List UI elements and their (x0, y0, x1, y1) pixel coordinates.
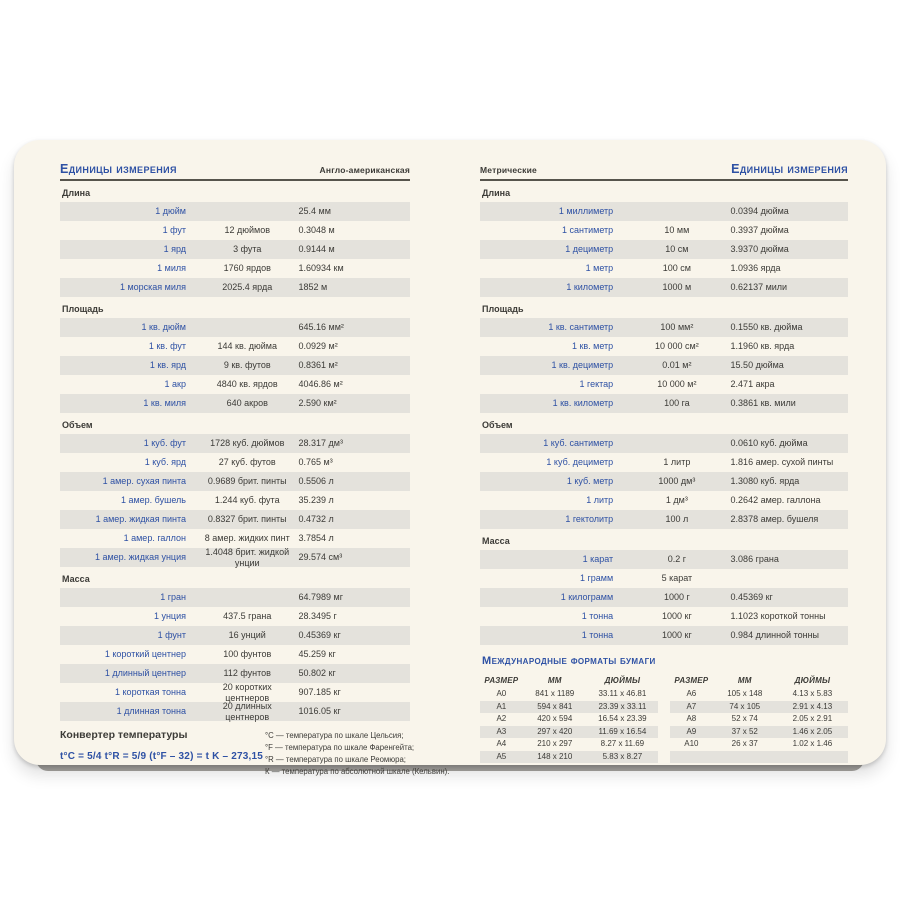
value-cell: 3.7854 л (298, 533, 334, 543)
table-row (60, 202, 410, 221)
unit-cell: 1 кв. километр (552, 398, 614, 408)
value-cell: 50.802 кг (298, 668, 336, 678)
equivalent-cell: 1 литр (663, 457, 691, 467)
equivalent-cell: 1728 куб. дюймов (210, 438, 285, 448)
paper-table-row (670, 726, 848, 739)
value-cell: 0.8361 м² (298, 360, 338, 370)
paper-table-row (670, 738, 848, 751)
unit-cell: 1 кв. миля (143, 398, 186, 408)
value-cell: 1.0936 ярда (730, 263, 781, 273)
equivalent-cell: 1760 ярдов (223, 263, 271, 273)
section-label: Площадь (62, 304, 104, 314)
unit-cell: 1 миля (157, 263, 186, 273)
paper-size-cell: A7 (686, 701, 697, 711)
value-cell: 1852 м (298, 282, 328, 292)
unit-cell: 1 дециметр (565, 244, 614, 254)
equivalent-cell: 0.9689 брит. пинты (207, 476, 287, 486)
equivalent-cell: 100 см (662, 263, 691, 273)
unit-cell: 1 миллиметр (558, 206, 614, 216)
table-row (60, 221, 410, 240)
value-cell: 0.62137 мили (730, 282, 788, 292)
equivalent-cell: 1 дм³ (665, 495, 688, 505)
page-title: Единицы измерения (731, 162, 848, 176)
section-label: Площадь (482, 304, 524, 314)
value-cell: 0.5506 л (298, 476, 334, 486)
table-row (60, 548, 410, 567)
value-cell: 0.0929 м² (298, 341, 338, 351)
value-cell: 0.765 м³ (298, 457, 333, 467)
equivalent-cell: 1000 дм³ (658, 476, 696, 486)
paper-table-row (670, 713, 848, 726)
column-header-size: РАЗМЕР (484, 676, 519, 685)
unit-cell: 1 куб. метр (566, 476, 614, 486)
paper-mm-cell: 37 x 52 (731, 726, 758, 736)
unit-section (60, 188, 410, 297)
table-row (480, 318, 848, 337)
unit-cell: 1 куб. ярд (144, 457, 186, 467)
value-cell: 0.4732 л (298, 514, 334, 524)
unit-section (480, 188, 848, 297)
left-unit-tables (60, 188, 410, 721)
paper-inches-cell: 2.91 x 4.13 (792, 701, 833, 711)
unit-cell: 1 длинная тонна (116, 706, 186, 716)
paper-table-row (480, 688, 658, 701)
unit-cell: 1 короткая тонна (115, 687, 186, 697)
paper-mm-cell: 148 x 210 (537, 751, 573, 761)
equivalent-cell: 100 мм² (660, 322, 694, 332)
table-row (480, 240, 848, 259)
equivalent-cell: 100 л (665, 514, 689, 524)
table-row (480, 626, 848, 645)
unit-cell: 1 гектар (579, 379, 614, 389)
value-cell: 0.3048 м (298, 225, 335, 235)
value-cell: 0.45369 кг (730, 592, 773, 602)
column-header-size: РАЗМЕР (674, 676, 709, 685)
notebook-page-spread (14, 140, 886, 776)
column-header-inches: ДЮЙМЫ (794, 676, 831, 685)
value-cell: 1.3080 куб. ярда (730, 476, 800, 486)
value-cell: 28.3495 г (298, 611, 337, 621)
paper-mm-cell: 105 x 148 (727, 689, 763, 699)
paper-formats-table-a6-a10 (670, 674, 848, 763)
equivalent-cell: 20 длинных центнеров (222, 700, 272, 722)
paper-table-row (480, 713, 658, 726)
unit-cell: 1 километр (566, 282, 614, 292)
temperature-formula: t°C = 5/4 t°R = 5/9 (t°F – 32) = t K – 273,15 (60, 751, 264, 762)
unit-cell: 1 амер. галлон (123, 533, 186, 543)
unit-cell: 1 кв. дециметр (551, 360, 614, 370)
table-row (480, 356, 848, 375)
value-cell: 0.984 длинной тонны (730, 630, 820, 640)
paper-table-row (670, 688, 848, 701)
paper-inches-cell: 1.46 x 2.05 (792, 726, 833, 736)
paper-size-cell: A10 (684, 739, 699, 749)
temperature-scale-notes (265, 729, 449, 778)
section-label: Объем (482, 420, 513, 430)
table-row (60, 318, 410, 337)
value-cell: 2.471 акра (730, 379, 775, 389)
unit-cell: 1 карат (582, 554, 614, 564)
paper-table-body (670, 688, 848, 763)
value-cell: 0.3937 дюйма (730, 225, 789, 235)
paper-inches-cell: 1.02 x 1.46 (792, 739, 833, 749)
paper-inches-cell: 11.69 x 16.54 (598, 726, 647, 736)
table-row (60, 607, 410, 626)
paper-inches-cell: 16.54 x 23.39 (598, 714, 647, 724)
temperature-scale-note: К — температура по абсолютной шкале (Кельвин). (265, 767, 450, 776)
page-content (14, 140, 886, 776)
equivalent-cell: 10 000 см² (655, 341, 699, 351)
value-cell: 1016.05 кг (298, 706, 341, 716)
section-label: Масса (62, 574, 90, 584)
table-row (480, 337, 848, 356)
unit-cell: 1 амер. жидкая пинта (95, 514, 186, 524)
table-row (480, 607, 848, 626)
table-row (60, 529, 410, 548)
equivalent-cell: 1.244 куб. фута (214, 495, 280, 505)
unit-section (60, 420, 410, 567)
value-cell: 28.317 дм³ (298, 438, 343, 448)
table-row (480, 472, 848, 491)
temperature-scale-note: °R — температура по шкале Реомюра; (265, 755, 406, 764)
unit-cell: 1 кв. фут (148, 341, 186, 351)
equivalent-cell: 144 кв. дюйма (217, 341, 277, 351)
temperature-scale-note: °F — температура по шкале Фаренгейта; (265, 743, 415, 752)
table-row (60, 588, 410, 607)
right-unit-tables (480, 188, 848, 645)
value-cell: 4046.86 м² (298, 379, 343, 389)
unit-cell: 1 куб. дециметр (546, 457, 614, 467)
equivalent-cell: 100 га (664, 398, 690, 408)
table-row (480, 550, 848, 569)
unit-cell: 1 килограмм (560, 592, 614, 602)
unit-section (480, 420, 848, 529)
paper-mm-cell: 297 x 420 (537, 726, 573, 736)
page-title: Единицы измерения (60, 162, 177, 176)
value-cell: 64.7989 мг (298, 592, 344, 602)
equivalent-cell: 100 фунтов (223, 649, 272, 659)
value-cell: 0.1550 кв. дюйма (730, 322, 803, 332)
value-cell: 0.3861 кв. мили (730, 398, 796, 408)
value-cell: 0.45369 кг (298, 630, 341, 640)
paper-size-cell: A2 (496, 714, 507, 724)
table-row (480, 259, 848, 278)
paper-size-cell: A6 (686, 689, 697, 699)
value-cell: 15.50 дюйма (730, 360, 784, 370)
equivalent-cell: 112 фунтов (223, 668, 271, 678)
equivalent-cell: 0.8327 брит. пинты (207, 514, 287, 524)
equivalent-cell: 9 кв. футов (223, 360, 271, 370)
unit-cell: 1 метр (585, 263, 614, 273)
temperature-converter-main (60, 729, 265, 778)
equivalent-cell: 437.5 грана (223, 611, 272, 621)
paper-table-row (480, 738, 658, 751)
paper-mm-cell: 594 x 841 (537, 701, 573, 711)
equivalent-cell: 10 см (665, 244, 689, 254)
unit-cell: 1 кв. дюйм (141, 322, 186, 332)
paper-table-row (670, 701, 848, 714)
table-row (480, 510, 848, 529)
equivalent-cell: 12 дюймов (224, 225, 270, 235)
value-cell: 0.9144 м (298, 244, 335, 254)
equivalent-cell: 2025.4 ярда (222, 282, 273, 292)
paper-mm-cell: 210 x 297 (537, 739, 573, 749)
equivalent-cell: 27 куб. футов (218, 457, 276, 467)
unit-cell: 1 куб. сантиметр (543, 438, 614, 448)
table-row (480, 588, 848, 607)
equivalent-cell: 1000 г (663, 592, 690, 602)
table-row (60, 510, 410, 529)
paper-table-row (480, 726, 658, 739)
paper-inches-cell: 5.83 x 8.27 (602, 751, 643, 761)
value-cell: 35.239 л (298, 495, 334, 505)
value-cell: 1.1023 короткой тонны (730, 611, 826, 621)
equivalent-cell: 640 акров (226, 398, 268, 408)
paper-inches-cell: 2.05 x 2.91 (792, 714, 833, 724)
page-subtitle: Метрические (480, 165, 537, 175)
unit-cell: 1 литр (586, 495, 614, 505)
paper-inches-cell: 8.27 x 11.69 (600, 739, 645, 749)
unit-cell: 1 короткий центнер (104, 649, 186, 659)
paper-formats-title: Международные форматы бумаги (482, 655, 656, 667)
equivalent-cell: 20 коротких центнеров (222, 681, 272, 703)
equivalent-cell: 16 унций (228, 630, 266, 640)
right-page-header (480, 158, 848, 181)
value-cell: 3.9370 дюйма (730, 244, 789, 254)
unit-cell: 1 амер. жидкая унция (94, 552, 186, 562)
table-row (60, 472, 410, 491)
value-cell: 29.574 см³ (298, 552, 343, 562)
table-row (60, 240, 410, 259)
unit-section (480, 304, 848, 413)
equivalent-cell: 8 амер. жидких пинт (204, 533, 290, 543)
value-cell: 2.8378 амер. бушеля (730, 514, 819, 524)
unit-cell: 1 кв. сантиметр (548, 322, 614, 332)
value-cell: 0.0610 куб. дюйма (730, 438, 808, 448)
table-row (60, 626, 410, 645)
equivalent-cell: 10 мм (664, 225, 690, 235)
table-row (60, 259, 410, 278)
table-row (60, 664, 410, 683)
paper-table-row (670, 751, 848, 764)
equivalent-cell: 4840 кв. ярдов (216, 379, 278, 389)
unit-cell: 1 ярд (163, 244, 186, 254)
paper-size-cell: A4 (496, 739, 507, 749)
paper-table-row (480, 751, 658, 764)
equivalent-cell: 10 000 м² (657, 379, 697, 389)
table-row (60, 394, 410, 413)
equivalent-cell: 0.2 г (667, 554, 687, 564)
table-row (60, 453, 410, 472)
table-row (480, 434, 848, 453)
unit-cell: 1 унция (153, 611, 186, 621)
paper-size-cell: A9 (686, 726, 697, 736)
paper-mm-cell: 26 x 37 (731, 739, 758, 749)
table-row (480, 569, 848, 588)
temperature-scale-note: °C — температура по шкале Цельсия; (265, 731, 404, 740)
equivalent-cell: 0.01 м² (662, 360, 692, 370)
table-row (480, 278, 848, 297)
paper-table-header-row (480, 674, 658, 688)
equivalent-cell: 3 фута (233, 244, 262, 254)
value-cell: 0.0394 дюйма (730, 206, 789, 216)
paper-inches-cell: 4.13 x 5.83 (792, 689, 833, 699)
unit-cell: 1 тонна (581, 611, 614, 621)
value-cell: 1.1960 кв. ярда (730, 341, 795, 351)
right-page (480, 158, 848, 765)
unit-cell: 1 морская миля (119, 282, 186, 292)
unit-cell: 1 фунт (157, 630, 186, 640)
paper-size-cell: A8 (686, 714, 697, 724)
unit-cell: 1 длинный центнер (104, 668, 186, 678)
unit-cell: 1 гран (160, 592, 186, 602)
column-header-mm: ММ (737, 676, 752, 685)
table-row (60, 337, 410, 356)
paper-size-cell: A1 (496, 701, 507, 711)
page-subtitle: Англо-американская (319, 165, 410, 175)
value-cell: 45.259 кг (298, 649, 336, 659)
table-row (60, 278, 410, 297)
paper-inches-cell: 33.11 x 46.81 (598, 689, 647, 699)
temperature-converter-title: Конвертер температуры (60, 729, 188, 741)
table-row (60, 375, 410, 394)
paper-table-row (480, 701, 658, 714)
table-row (60, 702, 410, 721)
unit-cell: 1 куб. фут (143, 438, 186, 448)
left-page (60, 158, 450, 776)
unit-cell: 1 кв. ярд (149, 360, 186, 370)
unit-cell: 1 акр (164, 379, 186, 389)
column-header-inches: ДЮЙМЫ (604, 676, 641, 685)
paper-mm-cell: 52 x 74 (731, 714, 758, 724)
paper-mm-cell: 841 x 1189 (535, 689, 575, 699)
column-header-mm: ММ (547, 676, 562, 685)
unit-cell: 1 грамм (580, 573, 614, 583)
section-label: Масса (482, 536, 510, 546)
equivalent-cell: 1000 кг (661, 630, 692, 640)
equivalent-cell: 5 карат (661, 573, 693, 583)
unit-cell: 1 дюйм (155, 206, 186, 216)
table-row (480, 202, 848, 221)
equivalent-cell: 1000 кг (661, 611, 692, 621)
value-cell: 2.590 км² (298, 398, 337, 408)
paper-size-cell: A5 (496, 751, 507, 761)
table-row (480, 375, 848, 394)
paper-size-cell: A3 (496, 726, 507, 736)
unit-cell: 1 фут (162, 225, 186, 235)
table-row (60, 491, 410, 510)
table-row (60, 645, 410, 664)
section-label: Объем (62, 420, 93, 430)
value-cell: 645.16 мм² (298, 322, 344, 332)
unit-section (60, 574, 410, 721)
unit-cell: 1 кв. метр (571, 341, 614, 351)
equivalent-cell: 1000 м (662, 282, 692, 292)
unit-cell: 1 сантиметр (562, 225, 614, 235)
value-cell: 1.60934 км (298, 263, 344, 273)
unit-cell: 1 тонна (581, 630, 614, 640)
paper-formats-tables (480, 674, 848, 763)
paper-formats-table-a0-a5 (480, 674, 658, 763)
equivalent-cell: 1.4048 брит. жидкой унции (205, 546, 290, 568)
table-row (480, 221, 848, 240)
value-cell: 3.086 грана (730, 554, 779, 564)
temperature-converter (60, 729, 450, 778)
value-cell: 1.816 амер. сухой пинты (730, 457, 834, 467)
paper-mm-cell: 420 x 594 (537, 714, 573, 724)
value-cell: 0.2642 амер. галлона (730, 495, 821, 505)
section-label: Длина (482, 188, 511, 198)
paper-mm-cell: 74 x 105 (729, 701, 761, 711)
table-row (480, 394, 848, 413)
table-row (480, 491, 848, 510)
paper-inches-cell: 23.39 x 33.11 (598, 701, 647, 711)
paper-size-cell: A0 (496, 689, 507, 699)
value-cell: 907.185 кг (298, 687, 341, 697)
table-row (480, 453, 848, 472)
table-row (60, 356, 410, 375)
unit-cell: 1 гектолитр (565, 514, 614, 524)
unit-section (480, 536, 848, 645)
paper-table-body (480, 688, 658, 763)
paper-table-header-row (670, 674, 848, 688)
left-page-header (60, 158, 410, 181)
table-row (60, 434, 410, 453)
section-label: Длина (62, 188, 91, 198)
table-row (60, 683, 410, 702)
unit-section (60, 304, 410, 413)
value-cell: 25.4 мм (298, 206, 331, 216)
unit-cell: 1 амер. сухая пинта (102, 476, 186, 486)
unit-cell: 1 амер. бушель (120, 495, 186, 505)
